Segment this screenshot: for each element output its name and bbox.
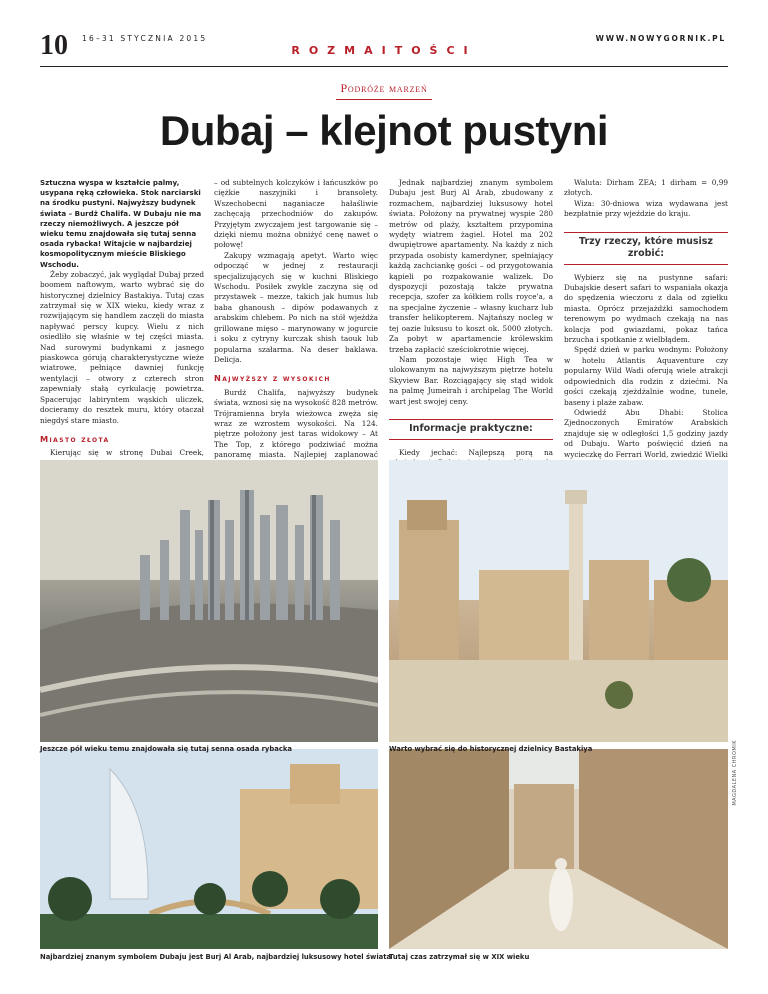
kicker-underline: [336, 99, 432, 100]
paragraph: Kierując się w stronę Dubai Creek,: [50, 448, 204, 458]
paragraph: Jednak najbardziej znanym symbolem Dubaju jest Burj Al Arab, zbudowany z rozmachem, najbardziej luksusowy hotel świata. Położony na prywatnej wyspie 280 metrów od plaży, kształtem przypomina wydęty wiatrem żagiel. Hotel ma 202 dwupiętrowe apartamenty. Na każdy z nich przypada osobisty kamerdyner, spełniający każdą zachciankę gości – od przygotowania kąpieli po rozpakowanie walizek. Do dyspozycji pozostają także prywatna recepcja, szofer za kółkiem rolls royce'a, a na specjalne życzenie – własny kucharz lub transfer helikopterem. Najtańszy nocleg w tej oazie luksusu to koszt ok. 5000 złotych. Za pobyt w apartamencie królewskim trzeba zapłacić sześciokrotnie więcej.: [389, 178, 553, 354]
three-things-heading: Trzy rzeczy, które musisz zrobić:: [564, 232, 728, 265]
photo-credit: MAGDALENA CHROMIK: [732, 740, 738, 806]
bastakiya-illustration: [389, 460, 728, 742]
alley-illustration: [389, 749, 728, 949]
photo-bastakiya: [389, 460, 728, 742]
section-title: ROZMAITOŚCI: [291, 44, 477, 57]
page-number: 10: [40, 30, 68, 61]
photo-dubai-aerial: [40, 460, 378, 742]
paragraph: Wiza: 30-dniowa wiza wydawana jest bezpłatnie przy wjeździe do kraju.: [564, 198, 728, 219]
burj-illustration: [40, 749, 378, 949]
paragraph: Wybierz się na pustynne safari: Dubajskie desert safari to wspaniała okazja do spędzenia wieczoru z dala od zgiełku miasta. Oprócz przejażdżki samochodem terenowym po wydmach czekają na nas kolacja pod gwiazdami, pokaz tańca brzucha i spotkanie z wielbłądem.: [564, 272, 728, 345]
article-title: Dubaj – klejnot pustyni: [159, 107, 609, 154]
paragraph: Waluta: Dirham ZEA; 1 dirham = 0,99 złotych.: [564, 178, 728, 198]
paragraph: Burdż Chalifa, najwyższy budynek świata, wznosi się na wysokość 828 metrów. Trójramienna bryła wieżowca zwęża się wraz ze wzrostem wysokości. Na 124. piętrze położony jest taras widokowy – At The Top, z którego podziwiać można panoramę miasta. Najlepiej zaplanować: [214, 387, 378, 460]
subheading-gold: Miasto złota: [40, 433, 110, 444]
photo-caption: Tutaj czas zatrzymał się w XIX wieku: [389, 953, 530, 961]
paragraph: Żeby zobaczyć, jak wyglądał Dubaj przed boomem naftowym, warto wybrać się do historycznej dzielnicy Bastakiya. Tutaj czas zatrzymał się w XIX wieku, kiedy wraz z rozwijającym się handlem zaczęli do miasta napływać perscy kupcy. Wielu z nich osiedliło się właśnie w tej części miasta. Nad surowymi budynkami z jasnego piaskowca górują charakterystyczne wieże wiatrowe, pełniące dawniej funkcję wentylacji – otwory z czterech stron zapewniały stałą cyrkulację powietrza. Spacerując labiryntem wąskich uliczek, docieramy do resztek muru, który otaczał niegdyś stare miasto.: [40, 269, 204, 425]
photo-caption: Jeszcze pół wieku temu znajdowała się tutaj senna osada rybacka: [40, 745, 292, 753]
subheading-tallest: Najwyższy z wysokich: [214, 373, 331, 384]
paragraph: Odwiedź Abu Dhabi: Stolica Zjednoczonych Emiratów Arabskich znajduje się w odległości 1,5 godziny jazdy od Dubaju. Warto poświęcić dzień na wycieczkę do Ferrari World, zwiedzić Wielki: [564, 407, 728, 459]
paragraph: – od subtelnych kolczyków i łańcuszków po ciężkie naszyjniki i bransolety. Wszechobecni naganiacze hałaśliwie zachęcają przechodniów do zakupów. Przyjętym zwyczajem jest targowanie się – dzięki niemu można obniżyć cenę nawet o połowę!: [214, 178, 378, 250]
site-url[interactable]: WWW.NOWYGORNIK.PL: [595, 34, 726, 43]
paragraph: Kiedy jechać: Najlepszą porą na: [399, 447, 553, 457]
skyline-illustration: [40, 460, 378, 742]
photo-caption: Najbardziej znanym symbolem Dubaju jest Burj Al Arab, najbardziej luksusowy hotel świata: [40, 953, 392, 961]
article-kicker: Podróże marzeń: [340, 81, 428, 95]
paragraph: Spędź dzień w parku wodnym: Położony w hotelu Atlantis Aquaventure czy popularny Wild Wadi oferują wiele atrakcji odpowiednich dla rodzin z dziećmi. Na gości czekają zjeżdżalnie wodne, tunele, baseny i plaże zabaw.: [564, 345, 728, 407]
issue-date: 16–31 STYCZNIA 2015: [82, 34, 208, 43]
article-lead: Sztuczna wyspa w kształcie palmy, usypana ręką człowieka. Stok narciarski na środku pustyni. Najwyższy budynek świata – Burdż Chalifa. W Dubaju nie ma rzeczy niemożliwych. A jeszcze pół wieku temu znajdowała się tutaj senna osada rybacka! Witajcie w najbardziej kosmopolitycznym mieście Bliskiego Wschodu.: [40, 178, 202, 269]
photo-old-alley: [389, 749, 728, 949]
practical-info-heading: Informacje praktyczne:: [389, 419, 553, 440]
header-rule: [40, 66, 728, 67]
photo-caption: Warto wybrać się do historycznej dzielnicy Bastakiya: [389, 745, 593, 753]
photo-burj-al-arab: [40, 749, 378, 949]
paragraph: Zakupy wzmagają apetyt. Warto więc odpocząć w jednej z restauracji specjalizujących się w kuchni Bliskiego Wschodu. Posiłek zwykle zaczyna się od przystawek – mezze, takich jak humus lub baba ghanoush – dipów podawanych z arabskim chlebem. Po nich na stół wjeżdża grillowane mięso – marynowany w jogurcie i soku z cytryny kurczak shish taouk lub popularna szałarma. Na deser baklawa. Delicja.: [214, 250, 378, 364]
paragraph: Nam pozostaje więc High Tea w ulokowanym na najwyższym piętrze hotelu Skyview Bar. Rozciągający się stąd widok na palmę Jumeirah i archipelag The World wart jest swojej ceny.: [389, 354, 553, 406]
